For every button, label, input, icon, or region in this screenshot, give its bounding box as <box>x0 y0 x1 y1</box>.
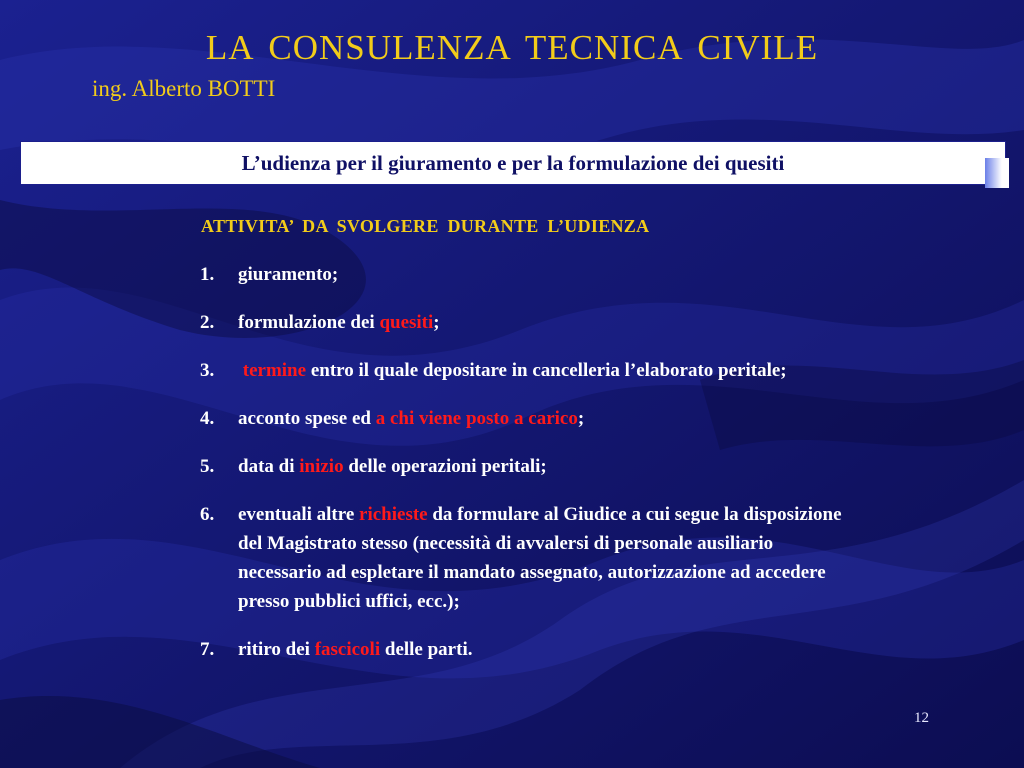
list-item-text: data di <box>238 456 300 477</box>
list-item-number: 5. <box>200 456 215 477</box>
list-item-highlight: quesiti <box>379 312 434 333</box>
list-item-number: 1. <box>200 264 215 285</box>
list-item-text: delle operazioni peritali; <box>343 456 547 477</box>
list-item <box>200 635 860 664</box>
list-item-text: da formulare al Giudice a cui segue la disposizione del Magistrato stesso (necessità di avvalersi di personale ausiliario necessario ad espletare il mandato assegnato, autorizzazione ad accedere presso pubblici uffici, ecc.); <box>238 504 842 612</box>
section-heading: ATTIVITA’ DA SVOLGERE DURANTE L’UDIENZA <box>201 216 650 236</box>
list-item-highlight: inizio <box>299 456 344 477</box>
list-item <box>200 356 860 385</box>
list-item-highlight: richieste <box>359 504 428 525</box>
slide-title: LA CONSULENZA TECNICA CIVILE <box>205 28 819 67</box>
list-item-highlight: termine <box>242 360 307 381</box>
list-item-text: eventuali altre <box>238 504 360 525</box>
list-item-text: ritiro dei <box>238 639 315 660</box>
author-name: ing. Alberto BOTTI <box>92 76 276 101</box>
subtitle-banner <box>20 141 1006 185</box>
list-item-text: formulazione dei <box>238 312 380 333</box>
subtitle-text: L’udienza per il giuramento e per la formulazione dei quesiti <box>241 150 785 175</box>
list-item-highlight: fascicoli <box>314 639 381 660</box>
list-item-highlight: a chi viene posto a carico <box>375 408 578 429</box>
list-item <box>200 308 860 337</box>
list-item-number: 3. <box>200 360 215 381</box>
list-item-text: ; <box>433 312 440 333</box>
list-item-number: 4. <box>200 408 215 429</box>
list-item-number: 6. <box>200 504 215 525</box>
list-item-text: giuramento; <box>238 264 339 285</box>
list-item-text: entro il quale depositare in cancelleria l’elaborato peritale; <box>306 360 787 381</box>
page-number: 12 <box>914 710 929 726</box>
list-item <box>200 452 860 481</box>
list-item-text: ; <box>577 408 585 429</box>
list-item-number: 7. <box>200 639 215 660</box>
list-item-number: 2. <box>200 312 215 333</box>
list-item-text: delle parti. <box>380 639 473 660</box>
activity-list <box>200 260 860 683</box>
list-item-text: acconto spese ed <box>238 408 376 429</box>
list-item <box>200 500 860 616</box>
list-item <box>200 404 860 433</box>
banner-tab-accent <box>985 158 1009 188</box>
list-item <box>200 260 860 289</box>
